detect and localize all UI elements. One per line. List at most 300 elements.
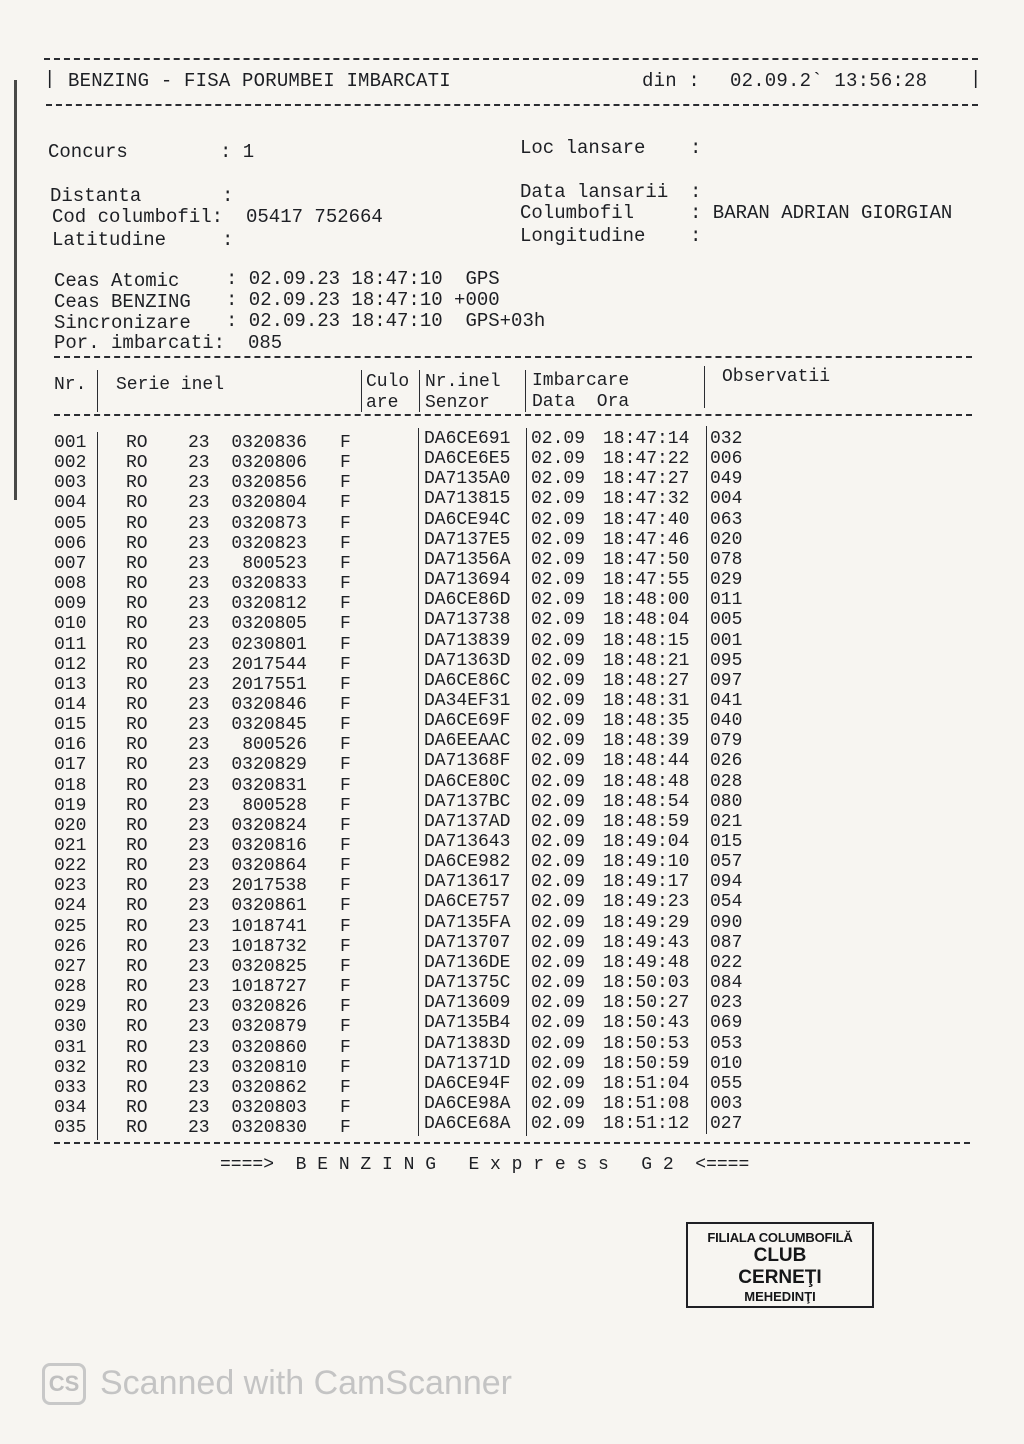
row-time: 18:49:29 [603,912,690,933]
row-time: 18:47:27 [603,469,690,490]
table-row [0,832,1024,856]
row-ring-number: 0320803 [231,1097,307,1118]
th-culoare-2: are [366,393,399,413]
row-country: RO [126,1057,148,1078]
table-row [0,872,1024,897]
row-time: 18:47:32 [603,489,690,510]
loc-lansare-label: Loc lansare [520,137,646,159]
row-nr: 006 [54,533,87,554]
table-top-rule [54,356,972,358]
row-ring-number: 0320816 [231,836,307,856]
table-row [0,489,1024,514]
row-ring-number: 0320812 [231,594,307,615]
row-date: 02.09 [531,670,586,691]
row-sex: F [340,715,351,736]
row-ring-number: 0320830 [231,1118,307,1139]
row-country: RO [126,513,148,534]
row-ring-number: 0320825 [231,956,307,977]
row-date: 02.09 [531,690,586,711]
ceas-atomic-value: : 02.09.23 18:47:10 GPS [226,268,500,290]
row-ring-number: 0320860 [231,1037,307,1058]
latitudine-label: Latitudine [52,229,167,251]
row-nr: 020 [54,815,87,836]
row-nr: 001 [54,433,87,453]
row-sex: F [340,654,351,675]
row-country: RO [126,775,148,796]
row-country: RO [126,715,148,736]
row-ring-number: 0320833 [231,574,307,595]
table-row [0,1073,1024,1098]
row-sex: F [340,614,351,635]
row-time: 18:47:46 [603,529,690,550]
row-observatii: 049 [710,469,743,490]
row-date: 02.09 [531,549,586,570]
table-row [0,449,1024,474]
row-country: RO [126,674,148,695]
longitudine-value: : [690,225,702,247]
distanta-value: : [222,185,234,207]
row-country: RO [126,654,148,675]
row-date: 02.09 [531,711,586,732]
row-ring-number: 0320826 [231,997,307,1018]
row-observatii: 053 [710,1033,743,1054]
row-date: 02.09 [531,731,586,752]
row-date: 02.09 [531,872,586,893]
table-row [0,771,1024,796]
row-country: RO [126,997,148,1018]
row-year: 23 [188,594,210,615]
row-nr: 023 [54,876,87,897]
row-date: 02.09 [531,469,586,490]
row-year: 23 [188,1037,210,1058]
row-year: 23 [188,694,210,715]
row-nr: 011 [54,634,87,655]
row-sensor: DA71356A [424,549,511,570]
row-date: 02.09 [531,1033,586,1054]
table-row [0,429,1024,453]
columbofil-label: Columbofil [520,202,635,224]
latitudine-value: : [222,229,234,251]
row-sensor: DA713815 [424,489,511,510]
row-country: RO [126,735,148,756]
row-time: 18:48:15 [603,630,690,651]
stamp-line-3: CERNEŢI [738,1267,822,1288]
din-label: din : [642,70,701,92]
row-sex: F [340,1118,351,1139]
row-sensor: DA7135B4 [424,1013,511,1034]
sincronizare-label: Sincronizare [54,312,191,334]
row-year: 23 [188,735,210,756]
row-date: 02.09 [531,751,586,772]
row-date: 02.09 [531,771,586,792]
row-nr: 002 [54,453,87,474]
table-row [0,993,1024,1018]
row-ring-number: 0320823 [231,533,307,554]
row-ring-number: 800528 [242,795,307,816]
row-sensor: DA6CE982 [424,852,511,873]
row-sensor: DA7137AD [424,811,511,832]
row-nr: 004 [54,493,87,514]
row-time: 18:47:50 [603,549,690,570]
row-nr: 025 [54,916,87,937]
row-country: RO [126,956,148,977]
row-sensor: DA7137BC [424,791,511,812]
row-sex: F [340,574,351,595]
footer-brand-line: ====> B E N Z I N G E x p r e s s G 2 <==== [220,1155,750,1175]
row-date: 02.09 [531,791,586,812]
row-year: 23 [188,634,210,655]
row-sensor: DA713643 [424,832,511,852]
row-ring-number: 0320873 [231,513,307,534]
row-country: RO [126,1017,148,1038]
row-sex: F [340,876,351,897]
row-ring-number: 0320805 [231,614,307,635]
row-ring-number: 2017544 [231,654,307,675]
row-date: 02.09 [531,509,586,530]
row-year: 23 [188,815,210,836]
columbofil-value: : BARAN ADRIAN GIORGIAN [690,202,953,224]
row-nr: 022 [54,856,87,877]
table-row [0,630,1024,655]
row-nr: 027 [54,956,87,977]
row-sex: F [340,533,351,554]
row-time: 18:48:04 [603,610,690,631]
row-date: 02.09 [531,529,586,550]
row-sensor: DA713617 [424,872,511,893]
ceas-benzing-label: Ceas BENZING [54,291,191,313]
row-year: 23 [188,433,210,453]
row-observatii: 090 [710,912,743,933]
row-ring-number: 1018732 [231,936,307,957]
row-country: RO [126,856,148,877]
th-sep-2 [361,370,362,412]
table-row [0,1093,1024,1118]
row-sensor: DA6CE68A [424,1114,511,1135]
row-ring-number: 0320879 [231,1017,307,1038]
row-observatii: 027 [710,1114,743,1135]
row-observatii: 006 [710,449,743,470]
row-sex: F [340,453,351,474]
header-right-bar: | [970,68,982,90]
row-sensor: DA713839 [424,630,511,651]
row-sex: F [340,896,351,917]
table-bottom-rule [54,1142,970,1144]
row-sex: F [340,433,351,453]
table-row [0,751,1024,776]
row-sensor: DA7137E5 [424,529,511,550]
row-nr: 018 [54,775,87,796]
row-observatii: 080 [710,791,743,812]
row-year: 23 [188,473,210,494]
row-time: 18:47:55 [603,570,690,591]
row-sex: F [340,997,351,1018]
row-sex: F [340,936,351,957]
row-observatii: 041 [710,690,743,711]
row-time: 18:50:59 [603,1053,690,1074]
row-sensor: DA71368F [424,751,511,772]
row-nr: 034 [54,1097,87,1118]
row-observatii: 029 [710,570,743,591]
row-date: 02.09 [531,449,586,470]
row-year: 23 [188,674,210,695]
th-nr: Nr. [54,375,87,395]
row-country: RO [126,936,148,957]
row-nr: 013 [54,674,87,695]
row-year: 23 [188,876,210,897]
row-ring-number: 0320824 [231,815,307,836]
row-sex: F [340,1077,351,1098]
row-year: 23 [188,1097,210,1118]
camscanner-logo-icon: CS [42,1363,86,1405]
row-sensor: DA7136DE [424,952,511,973]
row-time: 18:48:54 [603,791,690,812]
row-ring-number: 2017551 [231,674,307,695]
row-sensor: DA6CE86D [424,590,511,611]
concurs-label: Concurs [48,141,128,163]
row-year: 23 [188,493,210,514]
row-ring-number: 0320836 [231,433,307,453]
table-row [0,932,1024,957]
row-country: RO [126,795,148,816]
row-sex: F [340,553,351,574]
row-sex: F [340,795,351,816]
row-nr: 009 [54,594,87,615]
row-year: 23 [188,916,210,937]
row-nr: 024 [54,896,87,917]
row-sensor: DA6CE80C [424,771,511,792]
row-country: RO [126,1118,148,1139]
row-date: 02.09 [531,489,586,510]
row-year: 23 [188,574,210,595]
row-date: 02.09 [531,1013,586,1034]
row-observatii: 003 [710,1093,743,1114]
ceas-benzing-value: : 02.09.23 18:47:10 +000 [226,289,500,311]
row-time: 18:48:44 [603,751,690,772]
row-ring-number: 800523 [242,553,307,574]
row-observatii: 095 [710,650,743,671]
row-year: 23 [188,997,210,1018]
row-nr: 017 [54,755,87,776]
row-ring-number: 0230801 [231,634,307,655]
row-sex: F [340,836,351,856]
row-year: 23 [188,755,210,776]
row-sensor: DA6CE94C [424,509,511,530]
table-header-rule [54,414,972,416]
row-sensor: DA713609 [424,993,511,1014]
cod-columbofil-label: Cod columbofil: [52,206,224,228]
th-imbarcare-1: Imbarcare [532,371,630,391]
row-ring-number: 0320861 [231,896,307,917]
row-sensor: DA713694 [424,570,511,591]
row-ring-number: 800526 [242,735,307,756]
row-ring-number: 0320810 [231,1057,307,1078]
table-row [0,1053,1024,1078]
row-nr: 019 [54,795,87,816]
row-country: RO [126,977,148,998]
row-observatii: 055 [710,1073,743,1094]
row-time: 18:48:21 [603,650,690,671]
row-nr: 008 [54,574,87,595]
row-observatii: 078 [710,549,743,570]
row-sex: F [340,1017,351,1038]
row-ring-number: 0320806 [231,453,307,474]
row-date: 02.09 [531,630,586,651]
row-time: 18:49:23 [603,892,690,913]
row-year: 23 [188,654,210,675]
row-sensor: DA713707 [424,932,511,953]
row-sex: F [340,674,351,695]
stamp-line-4: MEHEDINŢI [744,1289,816,1304]
row-year: 23 [188,1118,210,1139]
row-nr: 021 [54,836,87,856]
row-time: 18:51:08 [603,1093,690,1114]
row-sensor: DA7135A0 [424,469,511,490]
row-sensor: DA71383D [424,1033,511,1054]
row-ring-number: 0320846 [231,694,307,715]
row-observatii: 040 [710,711,743,732]
row-sex: F [340,1057,351,1078]
row-nr: 028 [54,977,87,998]
row-time: 18:48:00 [603,590,690,611]
longitudine-label: Longitudine [520,225,646,247]
th-nr-inel-2: Senzor [425,393,490,413]
row-sex: F [340,775,351,796]
table-row [0,690,1024,715]
row-time: 18:49:10 [603,852,690,873]
row-year: 23 [188,956,210,977]
row-nr: 030 [54,1017,87,1038]
row-observatii: 021 [710,811,743,832]
row-date: 02.09 [531,1053,586,1074]
por-imbarcati-label: Por. imbarcati: [54,332,226,354]
table-row [0,509,1024,534]
row-nr: 032 [54,1057,87,1078]
din-value: 02.09.2` 13:56:28 [730,70,928,92]
row-nr: 015 [54,715,87,736]
row-time: 18:48:27 [603,670,690,691]
row-nr: 031 [54,1037,87,1058]
table-row [0,892,1024,917]
row-sex: F [340,735,351,756]
header-top-rule [44,58,978,60]
row-sensor: DA6CE757 [424,892,511,913]
header-left-bar: | [44,68,56,90]
row-nr: 035 [54,1118,87,1139]
row-nr: 007 [54,553,87,574]
row-date: 02.09 [531,570,586,591]
row-year: 23 [188,977,210,998]
row-ring-number: 1018741 [231,916,307,937]
row-country: RO [126,493,148,514]
table-row [0,811,1024,836]
row-year: 23 [188,1057,210,1078]
row-ring-number: 0320864 [231,856,307,877]
row-sex: F [340,977,351,998]
row-sensor: DA6EEAAC [424,731,511,752]
row-year: 23 [188,1017,210,1038]
row-date: 02.09 [531,610,586,631]
row-sensor: DA7135FA [424,912,511,933]
row-country: RO [126,594,148,615]
stamp-line-2: CLUB [753,1245,807,1266]
table-row [0,570,1024,595]
row-country: RO [126,1077,148,1098]
row-sex: F [340,916,351,937]
row-ring-number: 0320831 [231,775,307,796]
row-sex: F [340,694,351,715]
row-date: 02.09 [531,832,586,852]
th-sep-5 [704,366,705,408]
row-country: RO [126,453,148,474]
row-date: 02.09 [531,590,586,611]
row-observatii: 054 [710,892,743,913]
row-date: 02.09 [531,852,586,873]
row-sex: F [340,594,351,615]
table-row [0,529,1024,554]
row-sensor: DA6CE69F [424,711,511,732]
row-time: 18:50:03 [603,973,690,994]
row-observatii: 097 [710,670,743,691]
row-sex: F [340,493,351,514]
row-date: 02.09 [531,993,586,1014]
body-sep-senzor [418,428,419,1136]
row-year: 23 [188,715,210,736]
row-ring-number: 0320829 [231,755,307,776]
table-row [0,1013,1024,1038]
row-time: 18:47:40 [603,509,690,530]
row-date: 02.09 [531,811,586,832]
row-observatii: 087 [710,932,743,953]
row-country: RO [126,634,148,655]
row-year: 23 [188,836,210,856]
table-row [0,549,1024,574]
row-sex: F [340,1097,351,1118]
row-year: 23 [188,453,210,474]
row-sex: F [340,856,351,877]
row-nr: 029 [54,997,87,1018]
row-sex: F [340,956,351,977]
row-sensor: DA71375C [424,973,511,994]
table-row [0,973,1024,998]
club-stamp [686,1222,874,1308]
data-lansarii-value: : [690,181,702,203]
row-time: 18:48:48 [603,771,690,792]
row-sensor: DA6CE86C [424,670,511,691]
th-imbarcare-2: Data Ora [532,392,630,412]
row-year: 23 [188,775,210,796]
row-country: RO [126,694,148,715]
table-row [0,1033,1024,1058]
table-row [0,670,1024,695]
row-observatii: 028 [710,771,743,792]
row-time: 18:47:14 [603,429,690,449]
row-year: 23 [188,896,210,917]
row-observatii: 069 [710,1013,743,1034]
row-country: RO [126,896,148,917]
row-sex: F [340,634,351,655]
row-time: 18:51:12 [603,1114,690,1135]
row-nr: 026 [54,936,87,957]
row-observatii: 057 [710,852,743,873]
th-culoare-1: Culo [366,372,410,392]
row-time: 18:50:53 [603,1033,690,1054]
row-year: 23 [188,1077,210,1098]
row-ring-number: 1018727 [231,977,307,998]
distanta-label: Distanta [50,185,142,207]
row-time: 18:49:43 [603,932,690,953]
row-time: 18:51:04 [603,1073,690,1094]
row-country: RO [126,574,148,595]
